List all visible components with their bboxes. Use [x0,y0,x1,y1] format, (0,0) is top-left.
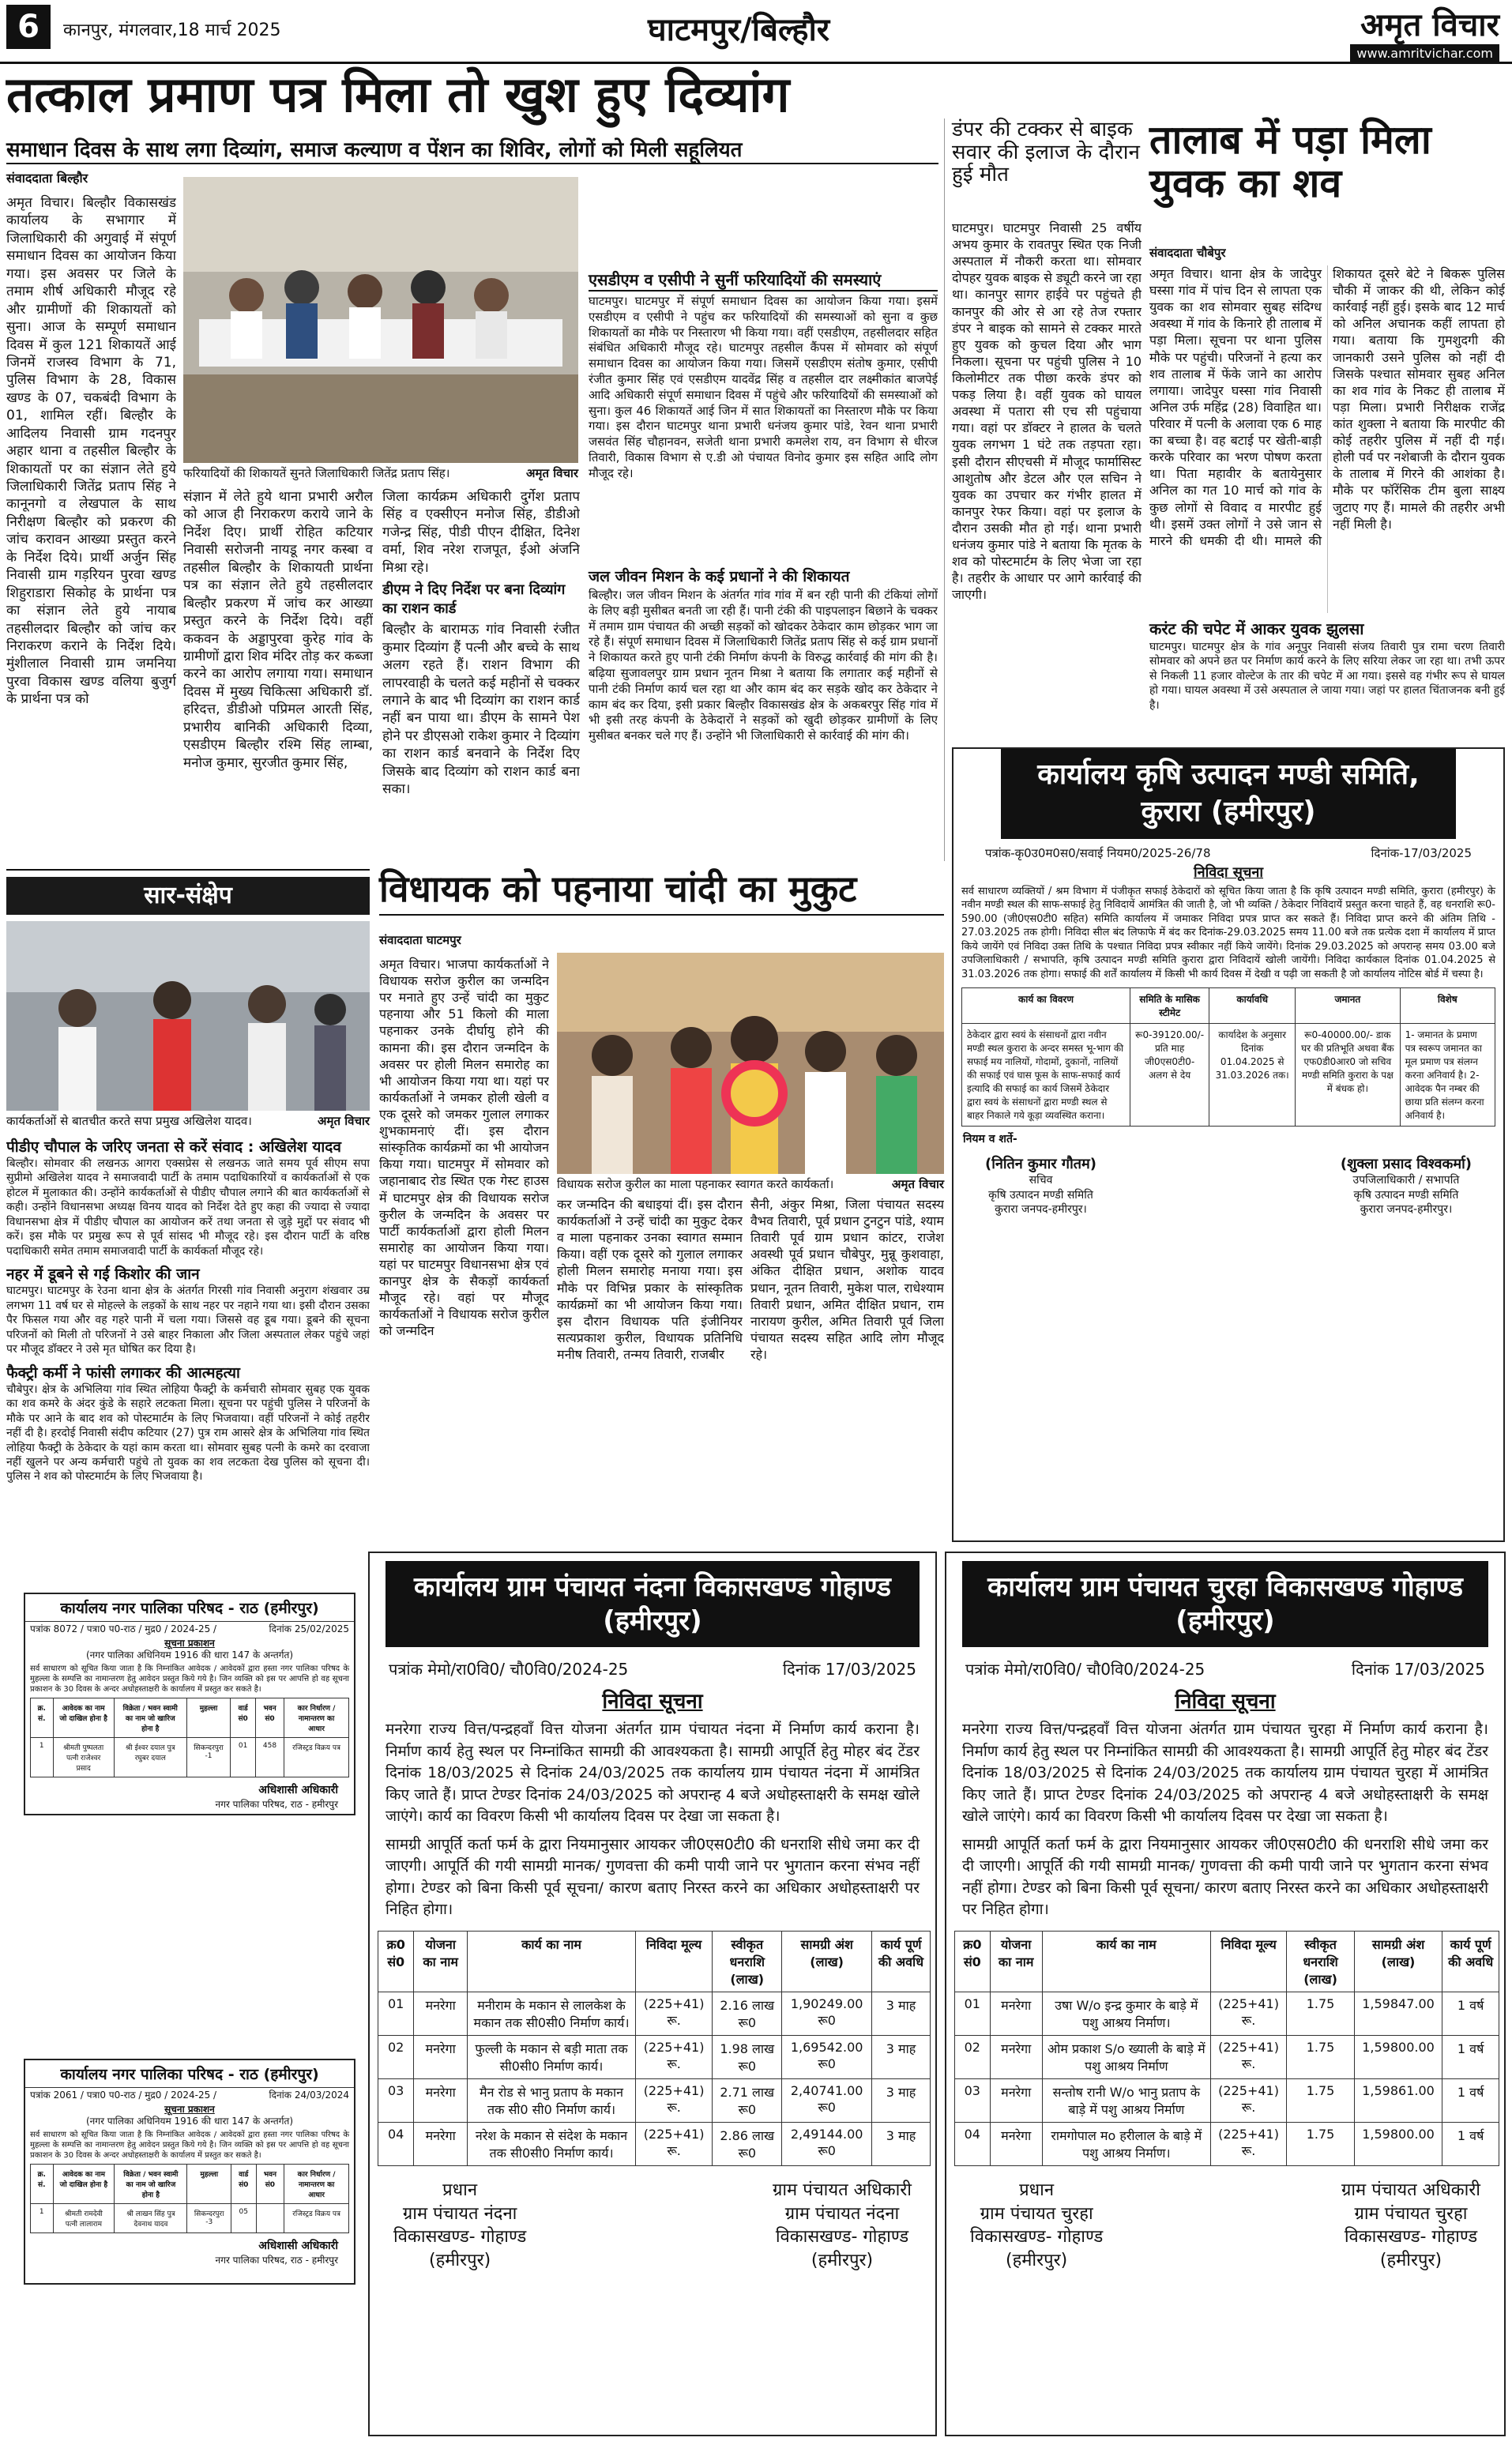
table-cell: 2,49144.00 रू0 [782,2122,872,2165]
masthead-logo: अमृत विचार [1360,6,1499,43]
current-subhead: करंट की चपेट में आकर युवक झुलसा [1149,619,1364,638]
table-header: मुहल्ला [186,1698,231,1737]
table-cell: मैन रोड से भानु प्रताप के मकान तक सी0 सी0 निर्माण कार्य। [468,2078,636,2122]
sar-brief2-body: घाटमपुर। घाटमपुर के रेउना थाना क्षेत्र के अंतर्गत गिरसी गांव निवासी अनुराग शंखवार उम्र लगभग 11 वर्ष घर से मोहल्ले के लड़कों के साथ नहर पर नहाने गया था। इसी दौरान उसका पैर फिसल गया और वह गहरे पानी में चला गया। जिससे वह डूब गया। डूबने की सूचना परिजनों को मिली तो परिजनों ने उसे बाहर निकाला और जिला अस्पताल लेकर पहुंचे जहां पर मौजूद डॉक्टर ने उसे मृत घोषित कर दिया है। [6,1285,370,1356]
table-cell: मनरेगा [990,2122,1042,2165]
sig-name: (शुक्ला प्रसाद विश्वकर्मा) [1340,1156,1472,1173]
table-cell: 1 वर्ष [1442,2035,1499,2078]
main-subhead: समाधान दिवस के साथ लगा दिव्यांग, समाज कल्याण व पेंशन का शिविर, लोगों को मिली सहूलियत [6,138,743,162]
mla-photo-illustration [557,953,944,1174]
table-cell: 01 [231,1737,256,1777]
nandana-title: कार्यालय ग्राम पंचायत नंदना विकासखण्ड गोहाण्ड (हमीरपुर) [386,1561,920,1647]
churha-sig-left [970,2179,1103,2273]
table-header: कार्यावधि [1209,988,1296,1024]
rath1-refline [25,1622,354,1638]
jal-subhead: जल जीवन मिशन के कई प्रधानों ने की शिकायत [589,568,850,585]
header-rule [0,62,1512,64]
talab-body: अमृत विचार। थाना क्षेत्र के जादेपुर घस्सा गांव में पांच दिन से लापता एक युवक का शव सोमवार सुबह संदिग्ध अवस्था में गांव के किनारे ही तालाब में पड़ा मिला। सूचना पर थाना पुलिस मौके पर पहुंची। परिजनों ने हत्या कर शव तालाब में फेंके जाने का आरोप लगाया। जादेपुर घस्सा गांव निवासी अनिल उर्फ महिंद्र (28) विवाहित था। परिवार में पत्नी के अलावा एक 6 माह का बच्चा है। वह बटाई पर खेती-बाड़ी करके परिवार का भरण पोषण करता था। पिता महावीर के बतायेनुसार अनिल का गत 10 मार्च को गांव के कुछ लोगों से विवाद व मारपीट हुई थी। इसमें उक्त लोगों ने उसे जान से मारने की धमकी दी थी। मामले की शिकायत दूसरे बेटे ने बिकरू पुलिस चौकी में जाकर की थी, लेकिन कोई कार्रवाई नहीं हुई। इसके बाद 12 मार्च को अनिल अचानक कहीं लापता हो गया। बताया कि गुमशुदगी की जानकारी उसने पुलिस को नहीं दी जिसके पश्चात सोमवार सुबह अनिल का शव गांव के निकट ही तालाब में पड़ा मिला। प्रभारी निरीक्षक राजेंद्र कांत शुक्ला ने बताया कि मारपीट की कोई तहरीर पुलिस में नहीं दी गई। होली पर्व पर नशेबाजी के दौरान युवक के तालाब में गिरने की आशंका है। मौके पर फॉरेंसिक टीम बुला साक्ष्य जुटाए गए हैं। मामले की तहरीर अभी नहीं मिली है। [1149,266,1505,548]
sig-line: ग्राम पंचायत चुरहा [1354,2203,1468,2224]
table-cell: रामगोपाल मo हरीलाल के बाड़े में पशु आश्रय निर्माण। [1042,2122,1210,2165]
table-cell: 1,59800.00 [1354,2122,1442,2165]
sar-photo-caption: कार्यकर्ताओं से बातचीत करते सपा प्रमुख अखिलेश यादव। [6,1114,252,1128]
sig-line: प्रधान [1019,2180,1055,2200]
table-cell: श्री ईश्वर दयाल पुत्र रघुबर दयाल [114,1737,186,1777]
table-cell: 1.75 [1287,2035,1354,2078]
table-header: वार्ड सं0 [231,1698,256,1737]
sdm-headline: एसडीएम व एसीपी ने सुनीं फरियादियों की समस्याएं [589,269,938,292]
dumper-body: घाटमपुर। घाटमपुर निवासी 25 वर्षीय अभय कुमार के रावतपुर स्थित एक निजी अस्पताल में नौकरी करता था। सोमवार दोपहर युवक बाइक से ड्यूटी करने जा रहा था। कानपुर सागर हाईवे पर पहुंचते ही कानपुर की ओर से आ रहे तेज रफ्तार डंपर ने बाइक को सामने से टक्कर मारते हुए युवक को कुचल दिया और भाग निकला। सूचना पर पहुंची पुलिस ने 10 किलोमीटर तक पीछा करके डंपर को पकड़ लिया है। वहीं युवक को घायल अवस्था में पतारा सी एच सी पहुंचाया गया। वहां पर डॉक्टर ने हालत के चलते युवक लगभग 1 घंटे तक तड़पता रहा। इसी दौरान सीएचसी में मौजूद फार्मासिस्ट आशुतोष और डेटल और एल सचिन ने युवक का उपचार कर गंभीर हालत में कानपुर रेफर किया। वहां पर इलाज के दौरान उसकी मौत हो गई। थाना प्रभारी धनंजय कुमार पांडे ने बताया कि मृतक के शव को पोस्टमार्टम के लिए भेजा जा रहा है। तहरीर के आधार पर आगे कार्रवाई की जाएगी। [952,220,1142,603]
rath1-sub2: (नगर पालिका अधिनियम 1916 की धारा 147 के अन्तर्गत) [85,1649,294,1661]
table-cell: रजिस्ट्रड विक्रय पत्र [284,2203,349,2232]
table-row [31,2203,349,2232]
rath1-sig1: अधिशासी अधिकारी [258,1783,338,1796]
sig-line: (हमीरपुर) [429,2250,491,2270]
churha-signatures [946,2171,1504,2281]
sig-line: ग्राम पंचायत अधिकारी [772,2180,912,2200]
churha-table [954,1931,1499,2166]
krishi-ad-signatures [953,1148,1503,1223]
main-headline: तत्काल प्रमाण पत्र मिला तो खुश हुए दिव्यांग [6,66,790,123]
table-cell: 1 वर्ष [1442,2078,1499,2122]
rath2-sub2: (नगर पालिका अधिनियम 1916 की धारा 147 के अन्तर्गत) [85,2116,294,2127]
table-cell: 1 [31,2203,54,2232]
table-cell: मनरेगा [990,2035,1042,2078]
table-header: समिति के मासिक स्टीमेट [1130,988,1209,1024]
main-body-col2: संज्ञान में लेते हुये थाना प्रभारी अरौल को आज ही निराकरण कराये जाने के निर्देश दिए। प्रार्थी रोहित कटियार निवासी सरोजनी नायडू नगर कस्बा व तहसील बिल्हौर के शिकायती प्रार्थना पत्र का संज्ञान लेते हुये तहसीलदार बिल्हौर प्रकरण में जांच कर आख्या प्रस्तुत करने के निर्देश दिये। वहीं ककवन के अड्डापुरवा कुरेह गांव के ग्रामीणों द्वारा शिव मंदिर तोड़ कर कब्जा करने का आरोप लगाया गया। समाधान दिवस में मुख्य चिकित्सा अधिकारी डॉ. हरिदत्त, डीडीओ पप्रिमल आरती सिंह, प्रभारीय बानिकी अधिकारी दिव्या, एसडीएम बिल्हौर रश्मि सिंह लाम्बा, मनोज कुमार, सुरजीत कुमार सिंह, [183,489,373,771]
sig-line: ग्राम पंचायत नंदना [402,2203,517,2224]
table-cell: मनरेगा [990,2078,1042,2122]
sar-photo-credit: अमृत विचार [318,1114,370,1128]
rath2-ref: पत्रांक 2061 / पत्रा0 प0-राठ / मुद्र0 / 2024-25 / [30,2090,217,2101]
table-cell: (225+41) रू. [636,2078,713,2122]
table-row [378,2035,931,2078]
table-cell: 3 माह [871,1992,930,2035]
nandana-sub: निविदा सूचना [602,1690,703,1713]
krishi-ad-table [961,987,1495,1127]
table-row [962,1024,1495,1127]
churha-sub: निविदा सूचना [1175,1690,1276,1713]
talab-byline: संवाददाता चौबेपुर [1149,246,1226,260]
sig-role: सचिव [1029,1174,1053,1187]
table-cell: 03 [955,2078,991,2122]
rath1-sig2: नगर पालिका परिषद, राठ - हमीरपुर [215,1798,338,1810]
table-cell: 1.75 [1287,2078,1354,2122]
table-row [31,1737,349,1777]
rath-ad-1 [24,1593,355,1815]
nandana-ref: पत्रांक मेमो/रा0वि0/ चौ0वि0/2024-25 [389,1660,629,1679]
table-cell: 1 वर्ष [1442,1992,1499,2035]
table-cell: 1,69542.00 रू0 [782,2035,872,2078]
table-cell: 05 [231,2203,256,2232]
meeting-photo-illustration [183,177,578,463]
main-body-col3: जिला कार्यक्रम अधिकारी दुर्गेश प्रताप सिंह व एक्सीएन मनोज सिंह, डीडीओ गजेन्द्र सिंह, पीडी पीएन दीक्षित, दिनेश वर्मा, शिव नरेश राजपूत, ईओ अंजनि मिश्रा रहे। [382,489,580,576]
nandana-signatures [370,2171,935,2281]
sig-line: विकासखण्ड- गोहाण्ड [970,2227,1104,2248]
rath-ad-2 [24,2059,355,2285]
mla-photo [557,953,944,1174]
krishi-ad-sub: निविदा सूचना [1193,863,1264,881]
table-cell: मनरेगा [990,1992,1042,2035]
main-byline: संवाददाता बिल्हौर [6,171,88,186]
mla-byline: संवाददाता घाटमपुर [379,933,461,947]
section-title: घाटमपुर/बिल्हौर [648,12,830,48]
nandana-refline [370,1655,935,1683]
table-header-row [31,1698,349,1737]
table-cell: मनरेगा [414,2078,468,2122]
table-cell: श्रीमती रामदेवी पत्नी लालाराम [53,2203,115,2232]
table-header: आवेदक का नाम जो दाखिल होना है [53,2164,115,2203]
krishi-ad-body: सर्व साधारण व्यक्तियों / श्रम विभाग में पंजीकृत सफाई ठेकेदारों को सूचित किया जाता है कि कृषि उत्पादन मण्डी समिति, कुरारा (हमीरपुर) के नवीन मण्डी स्थल की साफ-सफाई हेतु निविदायें आमंत्रित की जाती है, जो भी व्यक्ति / ठेकेदार निविदायें प्रस्तुत करना चाहते हैं, वह धनराशि रू0-590.00 (जी0एस0टी0 सहित) समिति कार्यालय में जमाकर निविदा प्रपत्र प्राप्त कर सकते हैं। निविदा प्राप्त करने की अंतिम तिथि - 27.03.2025 तक होगी। निविदा सील बंद लिफाफे में बंद कर दिनांक-29.03.2025 समय 11.00 बजे तक प्रत्येक दशा में कार्यालय में प्राप्त किये जायेंगे एवं निविदा उक्त तिथि के पश्चात निविदा प्रपत्र स्वीकार नहीं किये जायेंगे। दिनांक 29.03.2025 को अपरान्ह समय 03.00 बजे उपजिलाधिकारी / सभापति, कृषि उत्पादन मण्डी समिति कुरारा द्वारा निविदायें खोली जायेंगी। निविदा कार्यकाल दिनांक 01.04.2025 से 31.03.2026 तक होगा। सफाई की शर्तें कार्यालय में किसी भी कार्य दिवस में देखी व पढ़ी जा सकती है जो कार्यालय नोटिस बोर्ड में चस्पा है। [961,885,1495,980]
table-cell: 1 वर्ष [1442,2122,1499,2165]
table-header: कार निर्धारण / नामान्तरण का आधार [284,2164,349,2203]
churha-title: कार्यालय ग्राम पंचायत चुरहा विकासखण्ड गोहाण्ड (हमीरपुर) [962,1561,1488,1647]
table-row [955,2122,1499,2165]
page-number: 6 [6,5,51,49]
mla-body-col2: कर जन्मदिन की बधाइयां दीं। इस दौरान कार्यकर्ताओं ने उन्हें चांदी का मुकुट देकर व माला पहनाकर उनका स्वागत सम्मान किया। वहीं एक दूसरे को गुलाल लगाकर होली मिलन समारोह मनाया गया। इस मौके पर विभिन्न प्रकार के सांस्कृतिक कार्यक्रमों का भी आयोजन किया गया। इस दौरान विधायक पति इंजीनियर सत्यप्रकाश कुरील, विधायक प्रतिनिधि मनीष तिवारी, तन्मय तिवारी, राजबीर [557,1197,743,1362]
sig-role: कुरारा जनपद-हमीरपुर। [995,1202,1087,1216]
table-cell: (225+41) रू. [1210,1992,1287,2035]
table-header-row [962,988,1495,1024]
table-header-row [378,1931,931,1992]
table-cell: मनीराम के मकान से लालकेश के मकान तक सी0सी0 निर्माण कार्य। [468,1992,636,2035]
table-header: योजना का नाम [990,1931,1042,1992]
table-cell: (225+41) रू. [1210,2122,1287,2165]
table-cell [256,2203,284,2232]
table-cell: (225+41) रू. [1210,2035,1287,2078]
table-cell: (225+41) रू. [636,2122,713,2165]
churha-sig-right [1341,2179,1480,2273]
table-cell: (225+41) रू. [636,2035,713,2078]
table-cell: 1 [31,1737,54,1777]
table-header: भवन सं0 [255,1698,284,1737]
table-cell: (225+41) रू. [1210,2078,1287,2122]
sar-brief3-headline: फैक्ट्री कर्मी ने फांसी लगाकर की आत्महत्या [6,1364,240,1382]
mla-headline: विधायक को पहनाया चांदी का मुकुट [379,869,944,916]
table-header: क्र. सं. [31,2164,54,2203]
table-cell: 1.75 [1287,1992,1354,2035]
rath2-sig1: अधिशासी अधिकारी [258,2239,338,2252]
rath1-date: दिनांक 25/02/2025 [269,1623,349,1634]
sig-line: ग्राम पंचायत अधिकारी [1341,2180,1480,2200]
table-cell: 04 [955,2122,991,2165]
table-header: जमानत [1296,988,1400,1024]
main-body-col4: बिल्हौर के बारामऊ गांव निवासी रंजीत कुमार दिव्यांग हैं पत्नी और बच्चे के साथ अलग रहते हैं। राशन विभाग की लापरवाही के चलते कई महीनों से चक्कर लगाने के बाद भी दिव्यांग का राशन कार्ड नहीं बन पाया था। डीएम के सामने पेश होने पर डीएसओ राकेश कुमार ने दिव्यांग का राशन कार्ड बनवाने के निर्देश दिए जिसके बाद दिव्यांग को राशन कार्ड बना सका। [382,622,580,798]
table-header: कार्य पूर्ण की अवधि [1442,1931,1499,1992]
sig-role: कृषि उत्पादन मण्डी समिति [988,1188,1093,1202]
nandana-table [378,1931,931,2166]
sig-role: कृषि उत्पादन मण्डी समिति [1353,1188,1459,1202]
churha-ref: पत्रांक मेमो/रा0वि0/ चौ0वि0/2024-25 [965,1660,1205,1679]
main-photo-credit: अमृत विचार [526,466,578,480]
table-header-row [31,2164,349,2203]
churha-date: दिनांक 17/03/2025 [1351,1660,1485,1679]
table-row [955,2035,1499,2078]
table-cell: (225+41) रू. [636,1992,713,2035]
rath2-title: कार्यालय नगर पालिका परिषद - राठ (हमीरपुर) [25,2060,354,2088]
table-header: क्र0 सं0 [955,1931,991,1992]
table-cell: 02 [955,2035,991,2078]
table-cell: 1,90249.00 रू0 [782,1992,872,2035]
nandana-date: दिनांक 17/03/2025 [782,1660,916,1679]
table-cell: सन्तोष रानी W/o भानु प्रताप के बाड़े में पशु आश्रय निर्माण [1042,2078,1210,2122]
sig-line: विकासखण्ड- गोहाण्ड [1344,2227,1478,2248]
sar-title: सार-संक्षेप [6,877,370,915]
churha-p2: सामग्री आपूर्ति कर्ता फर्म के द्वारा नियमानुसार आयकर जी0एस0टी0 की धनराशि सीधे जमा कर दी जाएगी। आपूर्ति की गयी सामग्री मानक/ गुणवत्ता की कमी पायी जाने पर भुगतान करना संभव नहीं होगा। टेण्डर को बिना किसी पूर्व सूचना/ कारण बताए निरस्त करने का अधिकार अधोहस्ताक्षरी पर निहित होगा। [962,1835,1488,1919]
table-cell: मनरेगा [414,1992,468,2035]
table-header: कार निर्धारण / नामान्तरण का आधार [284,1698,349,1737]
mla-body-col1: अमृत विचार। भाजपा कार्यकर्ताओं ने विधायक सरोज कुरील का जन्मदिन पर मनाते हुए उन्हें चांदी का मुकुट पहनाया और 51 किलो की माला पहनाकर उनके दीर्घायु होने की कामना की। इस दौरान जन्मदिन के अवसर पर होली मिलन समारोह का भी आयोजन किया गया था। यहां पर कार्यकर्ताओं ने जमकर होली खेली व एक दूसरे को जमकर गुलाल लगाकर शुभकामनाएं दीं। इस दौरान सांस्कृतिक कार्यक्रमों का भी आयोजन किया गया। घाटमपुर में सोमवार को जहानाबाद रोड स्थित एक गेस्ट हाउस में घाटमपुर क्षेत्र की विधायक सरोज कुरील के जन्मदिन के अवसर पर पार्टी कार्यकर्ताओं द्वारा होली मिलन समारोह का आयोजन किया गया। यहां पर घाटमपुर विधानसभा क्षेत्र एवं कानपुर क्षेत्र के सैकड़ों कार्यकर्ता मौजूद रहे। वहां पर मौजूद कार्यकर्ताओं ने विधायक सरोज कुरील को जन्मदिन [379,957,549,1339]
table-cell: रू0-40000.00/- डाक घर की प्रतिभूति अथवा बैंक एफ0डी0आर0 जो सचिव मण्डी समिति कुरारा के पक्ष में बंधक हो। [1296,1024,1400,1127]
table-header: कार्य पूर्ण की अवधि [871,1931,930,1992]
krishi-sig-right [1341,1154,1472,1217]
table-cell: 02 [378,2035,414,2078]
table-header: योजना का नाम [414,1931,468,1992]
nandana-ad [368,1552,937,2436]
table-cell: नरेश के मकान से संदेश के मकान तक सी0सी0 निर्माण कार्य। [468,2122,636,2165]
table-header: विक्रेता / भवन स्वामी का नाम जो खारिज होना है [115,2164,187,2203]
rath1-body: सर्व साधारण को सूचित किया जाता है कि निम्नांकित आवेदक / आवेदकों द्वारा हस्ता नगर पालिका परिषद के मुहल्ला के सम्पत्ति का नामान्तरण हेतु आवेदन प्रस्तुत किये गये है। जिन व्यक्ति को इस पर आपत्ति हो वह सूचना प्रकाशन के 30 दिवस के अन्दर अधोहस्ताक्षरी के कार्यालय में प्रस्तुत कर सकते है। [30,1664,349,1694]
table-cell: मनरेगा [414,2122,468,2165]
table-cell: 2,40741.00 रू0 [782,2078,872,2122]
rath2-date: दिनांक 24/03/2024 [269,2090,349,2101]
table-cell: ठेकेदार द्वारा स्वयं के संसाधनों द्वारा नवीन मण्डी स्थल कुरारा के अन्दर समस्त भू-भाग की सफाई मय नालियों, गोदामों, दुकानों, नालियों की सफाई एवं घास फूस के साफ-सफाई कार्य इत्यादि की सफाई का कार्य जिसमें ठेकेदार द्वारा स्वयं के संसाधनों द्वारा मण्डी स्थल से बाहर निकाले गये कूड़ा व्यवस्थित कराना। [962,1024,1130,1127]
table-cell: मनरेगा [414,2035,468,2078]
churha-p1: मनरेगा राज्य वित्त/पन्द्रहवाँ वित्त योजना अंतर्गत ग्राम पंचायत चुरहा में निर्माण कार्य कराना है। निर्माण कार्य हेतु स्थल पर निम्नांकित सामग्री की आवश्यकता है। सामग्री आपूर्ति हेतु मोहर बंद टेंडर दिनांक 18/03/2025 से दिनांक 24/03/2025 तक कार्यालय ग्राम पंचायत चुरहा में आमंत्रित किए जाते हैं। प्राप्त टेण्डर दिनांक 24/03/2025 को अपरान्ह 4 बजे अधोहस्ताक्षरी के समक्ष खोले जाएंगे। कार्य का विवरण किसी भी कार्यालय दिवस पर देखा जा सकता है। [962,1721,1488,1826]
table-cell: 1- जमानत के प्रमाण पत्र स्वरूप जमानत का मूल प्रमाण पत्र संलग्न करना अनिवार्य है। 2- आवेदक पैन नम्बर की छाया प्रति संलग्न करना अनिवार्य है। [1400,1024,1495,1127]
table-cell: 01 [378,1992,414,2035]
table-cell: 1,59800.00 [1354,2035,1442,2078]
sig-line: (हमीरपुर) [811,2250,874,2270]
nandana-sig-right [773,2179,912,2273]
table-row [378,2078,931,2122]
table-cell: 2.16 लाख रू0 [713,1992,782,2035]
rath1-ref: पत्रांक 8072 / पत्रा0 प0-राठ / मुद्र0 / 2024-25 / [30,1623,217,1634]
table-cell: 3 माह [871,2122,930,2165]
table-cell: कार्यादेश के अनुसार दिनांक 01.04.2025 से 31.03.2026 तक। [1209,1024,1296,1127]
sig-line: (हमीरपुर) [1379,2250,1442,2270]
table-cell: 1.98 लाख रू0 [713,2035,782,2078]
sig-line: ग्राम पंचायत नंदना [784,2203,900,2224]
rath2-refline [25,2088,354,2104]
site-url[interactable]: www.amritvichar.com [1350,44,1499,62]
table-header: स्वीकृत धनराशि (लाख) [713,1931,782,1992]
table-cell: श्रीमती पुष्पलता पत्नी राजेश्वर प्रसाद [53,1737,114,1777]
table-header-row [955,1931,1499,1992]
sar-briefs [6,1136,370,1586]
main-photo-caption: फरियादियों की शिकायतें सुनते जिलाधिकारी जितेंद्र प्रताप सिंह। [183,466,450,480]
krishi-ad-note: नियम व शर्ते- [963,1133,1017,1146]
table-cell: सिकन्दरपुरा -1 [186,1737,231,1777]
table-cell: उषा W/o इन्द्र कुमार के बाड़े में पशु आश्रय निर्माण। [1042,1992,1210,2035]
rath2-sub: सूचना प्रकाशन [164,2103,215,2115]
sig-line: विकासखण्ड- गोहाण्ड [393,2227,527,2248]
table-cell: 03 [378,2078,414,2122]
mla-photo-credit: अमृत विचार [892,1177,944,1191]
table-cell: 2.71 लाख रू0 [713,2078,782,2122]
main-photo [183,177,578,463]
mla-photo-caption: विधायक सरोज कुरील का माला पहनाकर स्वागत करते कार्यकर्ता। [557,1177,834,1191]
sar-brief1-body: बिल्हौर। सोमवार की लखनऊ आगरा एक्सप्रेस से लखनऊ जाते समय पूर्व सीएम सपा सुप्रीमो अखिलेश यादव ने समाजवादी पार्टी के तमाम पदाधिकारियों व कार्यकर्ताओं से एक होटल में मुलाकात की। उन्होंने कार्यकर्ताओं से पीडीए चौपाल लगाने की बात कार्यकर्ताओं से कही। उन्होंने विधानसभा अध्यक्ष विनय यादव को निर्देश देते हुए कहा की ज्यादा से ज्यादा विधानसभा क्षेत्र में पीडीए चौपाल का आयोजन करें तथा जनता से जुड़े मुद्दों पर संवाद भी करें। इस मौके पर प्रमुख रूप से पूर्व सांसद भी मौजूद रहे। इस दौरान पार्टी के वरिष्ठ पदाधिकारी समेत तमाम समाजवादी पार्टी के कार्यकर्ता मौजूद रहे। [6,1157,370,1258]
table-cell: 1.75 [1287,2122,1354,2165]
rath2-body: सर्व साधारण को सूचित किया जाता है कि निम्नांकित आवेदक / आवेदकों द्वारा हस्ता नगर पालिका परिषद के मुहल्ला के सम्पत्ति का नामान्तरण हेतु आवेदन प्रस्तुत किये गये है। जिन व्यक्ति को इस पर आपत्ति हो वह सूचना प्रकाशन के 30 दिवस के अन्दर अधोहस्ताक्षरी के कार्यालय में प्रस्तुत कर सकते है। [30,2130,349,2160]
main-subhead-rule [6,163,938,164]
table-cell: 1,59847.00 [1354,1992,1442,2035]
table-row [378,1992,931,2035]
table-cell: श्री लाखन सिंह पुत्र देवनाथ यादव [115,2203,187,2232]
sig-role: कुरारा जनपद-हमीरपुर। [1360,1202,1453,1216]
table-header: आवेदक का नाम जो दाखिल होना है [53,1698,114,1737]
nandana-p2: सामग्री आपूर्ति कर्ता फर्म के द्वारा नियमानुसार आयकर जी0एस0टी0 की धनराशि सीधे जमा कर दी जाएगी। आपूर्ति की गयी सामग्री मानक/ गुणवत्ता की कमी पायी जाने पर भुगतान करना संभव नहीं होगा। टेण्डर को बिना किसी पूर्व सूचना/ कारण बताए निरस्त करने का अधिकार अधोहस्ताक्षरी पर निहित होगा। [386,1835,920,1919]
table-cell: 458 [255,1737,284,1777]
table-header: विशेष [1400,988,1495,1024]
table-cell: 01 [955,1992,991,2035]
current-body: घाटमपुर। घाटमपुर क्षेत्र के गांव अनूपुर निवासी संजय तिवारी पुत्र रामा चरण तिवारी सोमवार को अपने छत पर निर्माण कार्य करने के लिए सरिया लेकर जा रहा था। तभी ऊपर से निकली 11 हजार वोल्टेज के तार की चपेट में आ गया। इससे वह गंभीर रूप से घायल हो गया। घायल अवस्था में उसे अस्पताल ले जाया गया। जहां पर हालत चिंताजनक बनी हुई है। [1149,641,1505,712]
sar-brief2-headline: नहर में डूबने से गई किशोर की जान [6,1266,200,1284]
sar-photo-illustration [6,921,370,1111]
talab-headline: तालाब में पड़ा मिला युवक का शव [1149,117,1431,206]
table-cell: फुल्ली के मकान से बड़ी माता तक सी0सी0 निर्माण कार्य। [468,2035,636,2078]
table-row [955,1992,1499,2035]
table-header: सामग्री अंश (लाख) [1354,1931,1442,1992]
rath2-table [30,2164,349,2233]
table-header: क्र. सं. [31,1698,54,1737]
main-body-col1: अमृत विचार। बिल्हौर विकासखंड कार्यालय के सभागार में जिलाधिकारी की अगुवाई में संपूर्ण समाधान दिवस का आयोजन किया गया। इस अवसर पर जिले के तमाम शीर्ष अधिकारी मौजूद रहे और ग्रामीणों की शिकायतों को सुना। आज के सम्पूर्ण समाधान दिवस में कुल 121 शिकायतें आई जिनमें राजस्व विभाग के 71, पुलिस विभाग के 28, विकास खण्ड के 07, चकबंदी विभाग के 01, शामिल रहीं। बिल्हौर के आदिलय निवासी ग्राम गदनपुर अहार थाना व तहसील बिल्हौर के शिकायतों पर का संज्ञान लेते हुये जिलाधिकारी जितेंद्र प्रताप सिंह ने कानूनगो व लेखपाल के साथ निरीक्षण बिल्हौर को प्रकरण की जांच करावन आख्या प्रस्तुत करने के निर्देश दिये। प्रार्थी अर्जुन सिंह निवासी ग्राम गड़रियन पुरवा खण्ड शिहुराडारा सिकोह के प्रार्थना पत्र का संज्ञान लेते हुये नायाब तहसीलदार बिल्हौर को जांच कर निराकरण कराने के निर्देश दिये। मुंशीलाल निवासी ग्राम जमनिया पुरवा विकास खण्ड वलिया बुजुर्ग के प्रार्थना पत्र को [6,195,176,708]
sig-name: (नितिन कुमार गौतम) [985,1156,1096,1173]
krishi-ad-ref: पत्रांक-कृ0उ0म0स0/सवाई नियम0/2025-26/78 [985,845,1211,860]
table-header: कार्य का नाम [468,1931,636,1992]
table-header: स्वीकृत धनराशि (लाख) [1287,1931,1354,1992]
table-header: विक्रेता / भवन स्वामी का नाम जो खारिज होना है [114,1698,186,1737]
table-header: कार्य का नाम [1042,1931,1210,1992]
table-cell: सिकन्दरपुरा -3 [187,2203,231,2232]
nandana-p1: मनरेगा राज्य वित्त/पन्द्रहवाँ वित्त योजना अंतर्गत ग्राम पंचायत नंदना में निर्माण कार्य कराना है। निर्माण कार्य हेतु स्थल पर निम्नांकित सामग्री की आवश्यकता है। सामग्री आपूर्ति हेतु मोहर बंद टेंडर दिनांक 18/03/2025 से दिनांक 24/03/2025 तक कार्यालय ग्राम पंचायत नंदना में आमंत्रित किए जाते हैं। प्राप्त टेण्डर दिनांक 24/03/2025 को अपरान्ह 4 बजे अधोहस्ताक्षरी के समक्ष खोले जाएंगे। कार्य का विवरण किसी भी कार्यालय दिवस पर देखा जा सकता है। [386,1721,920,1826]
sig-line: ग्राम पंचायत चुरहा [980,2203,1093,2224]
table-header: निविदा मूल्य [636,1931,713,1992]
sig-line: प्रधान [442,2180,478,2200]
krishi-sig-left [985,1154,1096,1217]
sar-photo [6,921,370,1111]
krishi-ad [952,747,1505,1542]
col-rule [944,118,945,861]
rath1-title: कार्यालय नगर पालिका परिषद - राठ (हमीरपुर) [25,1594,354,1622]
rath1-table [30,1698,349,1777]
sig-line: (हमीरपुर) [1006,2250,1068,2270]
table-cell: 1,59861.00 [1354,2078,1442,2122]
sig-line: विकासखण्ड- गोहाण्ड [775,2227,909,2248]
krishi-ad-refline [953,839,1503,863]
table-header: भवन सं0 [256,2164,284,2203]
table-row [955,2078,1499,2122]
table-header: मुहल्ला [187,2164,231,2203]
table-cell: रजिस्ट्रड विक्रय पत्र [284,1737,349,1777]
table-cell: ओम प्रकाश S/o ख्याली के बाड़े में पशु आश्रय निर्माण [1042,2035,1210,2078]
krishi-ad-date: दिनांक-17/03/2025 [1371,845,1472,860]
main-subhead2: डीएम ने दिए निर्देश पर बना दिव्यांग का राशन कार्ड [382,581,566,618]
table-cell: रू0-39120.00/- प्रति माह जी0एस0टी0-अलग से देय [1130,1024,1209,1127]
sar-brief1-headline: पीडीए चौपाल के जरिए जनता से करें संवाद : अखिलेश यादव [6,1138,341,1156]
churha-ad [945,1552,1506,2436]
table-header: निविदा मूल्य [1210,1931,1287,1992]
table-cell: 3 माह [871,2078,930,2122]
krishi-ad-title: कार्यालय कृषि उत्पादन मण्डी समिति, कुरारा (हमीरपुर) [1001,749,1456,839]
dumper-headline: डंपर की टक्कर से बाइक सवार की इलाज के दौरान हुई मौत [952,118,1140,187]
sar-brief3-body: चौबेपुर। क्षेत्र के अभिलिया गांव स्थित लोहिया फैक्ट्री के कर्मचारी सोमवार सुबह एक युवक का शव कमरे के अंदर कुंडे के सहारे लटकता मिला। सूचना पर पहुंची पुलिस ने परिजनों के मौके पर आने के बाद शव को पोस्टमार्टम के लिए भिजवाया। वहीं परिजनों ने कोई तहरीर नहीं दी है। हरदोई निवासी संदीप कटियार (27) पुत्र राम आसरे क्षेत्र के अभिलिया गांव स्थित लोहिया फैक्ट्री के ठेकेदार के यहां काम करता था। सोमवार सुबह पत्नी के कमरे का दरवाजा नहीं खुलने पर अन्य कर्मचारी पहुंचे तो युवक का शव लटकता देख पुलिस को सूचना दी। पुलिस ने शव को पोस्टमार्टम के लिए भिजवाया है। [6,1382,370,1484]
table-cell: 2.86 लाख रू0 [713,2122,782,2165]
sar-top-rule [6,869,370,871]
table-header: सामग्री अंश (लाख) [782,1931,872,1992]
sdm-body: घाटमपुर। घाटमपुर में संपूर्ण समाधान दिवस का आयोजन किया गया। इसमें एसडीएम व एसीपी ने पहुंच कर फरियादियों की समस्याओं को सुना व कुछ शिकायतों का मौके पर निस्तारण भी किया गया। वहीं एसडीएम, तहसीलदार सहित संबंधित अधिकारी मौजूद रहे। घाटमपुर तहसील कैंपस में सोमवार को संपूर्ण समाधान दिवस का आयोजन किया गया। जिसमें एसडीएम संतोष कुमार, एसीपी रंजीत कुमार सिंह एवं एसडीएम यादवेंद्र सिंह व तहसील दार लक्ष्मीकांत बाजपेई आदि अधिकारी संपूर्ण समाधान दिवस में पहुंचे और फरियादियों की समस्याओं को सुना। कुल 46 शिकायतें आई जिन में सात शिकायतों का निस्तारण मौके पर किया गया। इस दौरान घाटमपुर थाना प्रभारी धनंजय कुमार पांडे, रेवन थाना प्रभारी जसवंत सिंह चौहानवन, सजेती थाना प्रभारी कमलेश राय, वन विभाग से धीरज तिवारी, विकास विभाग से ए.डी ओ पंचायत विनोद कुमार इस सहित आदि लोग मौजूद रहे। [589,294,938,480]
table-header: क्र0 सं0 [378,1931,414,1992]
mla-body-col3: सैनी, अंकुर मिश्रा, जिला पंचायत सदस्य वैभव तिवारी, पूर्व प्रधान टुनटुन पांडे, श्याम तिवारी पूर्व ग्राम प्रधान कांटर, राजेश अवस्थी पूर्व प्रधान चौबेपुर, मुन्नू कुशवाहा, अंकित दीक्षित प्रधान, अशोक यादव प्रधान, नूतन तिवारी, मुकेश पाल, राधेश्याम तिवारी प्रधान, अमित दीक्षित प्रधान, राम नारायण कुरील, अमित तिवारी पूर्व जिला पंचायत सदस्य सहित आदि लोग मौजूद रहे। [750,1197,944,1362]
issue-date: कानपुर, मंगलवार,18 मार्च 2025 [63,21,281,40]
table-header: वार्ड सं0 [231,2164,256,2203]
table-cell: 04 [378,2122,414,2165]
rath2-sig2: नगर पालिका परिषद, राठ - हमीरपुर [215,2254,338,2266]
table-cell: 3 माह [871,2035,930,2078]
rath1-sub: सूचना प्रकाशन [164,1637,215,1649]
table-header: कार्य का विवरण [962,988,1130,1024]
sig-role: उपजिलाधिकारी / सभापति [1352,1174,1460,1187]
table-row [378,2122,931,2165]
nandana-sig-left [393,2179,526,2273]
churha-refline [946,1655,1504,1683]
jal-body: बिल्हौर। जल जीवन मिशन के अंतर्गत गांव गांव में बन रही पानी की टंकियां लोगों के लिए बड़ी मुसीबत बनती जा रही हैं। पानी टंकी की पाइपलाइन बिछाने के चक्कर में तमाम ग्राम पंचायत की अच्छी सड़कों को खोदकर ठेकेदार काम छोड़कर भाग जा रहे हैं। संपूर्ण समाधान दिवस में जिलाधिकारी जितेंद्र प्रताप सिंह से कई ग्राम प्रधानों ने शिकायत करते हुए पानी टंकी निर्माण कंपनी के विरुद्ध कार्रवाई की मांग की है। बढ़िया सुजावलपुर ग्राम प्रधान नूतन मिश्रा ने बताया कि लगातार कई महीनों से पानी टंकी निर्माण कार्य चल रहा था और काम बंद कर सड़के खोद कर ठेकेदार ने काम बंद कर दिया, इसी प्रकार बिल्हौर विकासखंड क्षेत्र के अकबरपुर सिंह गांव में भी इसी तरह कंपनी के ठेकेदारों ने सड़कों को खुदी छोड़कर ग्रामीणों के लिए मुसीबत बनकर चले गए हैं। उन्होंने भी जिलाधिकारी से कार्रवाई की मांग की। [589,588,938,743]
